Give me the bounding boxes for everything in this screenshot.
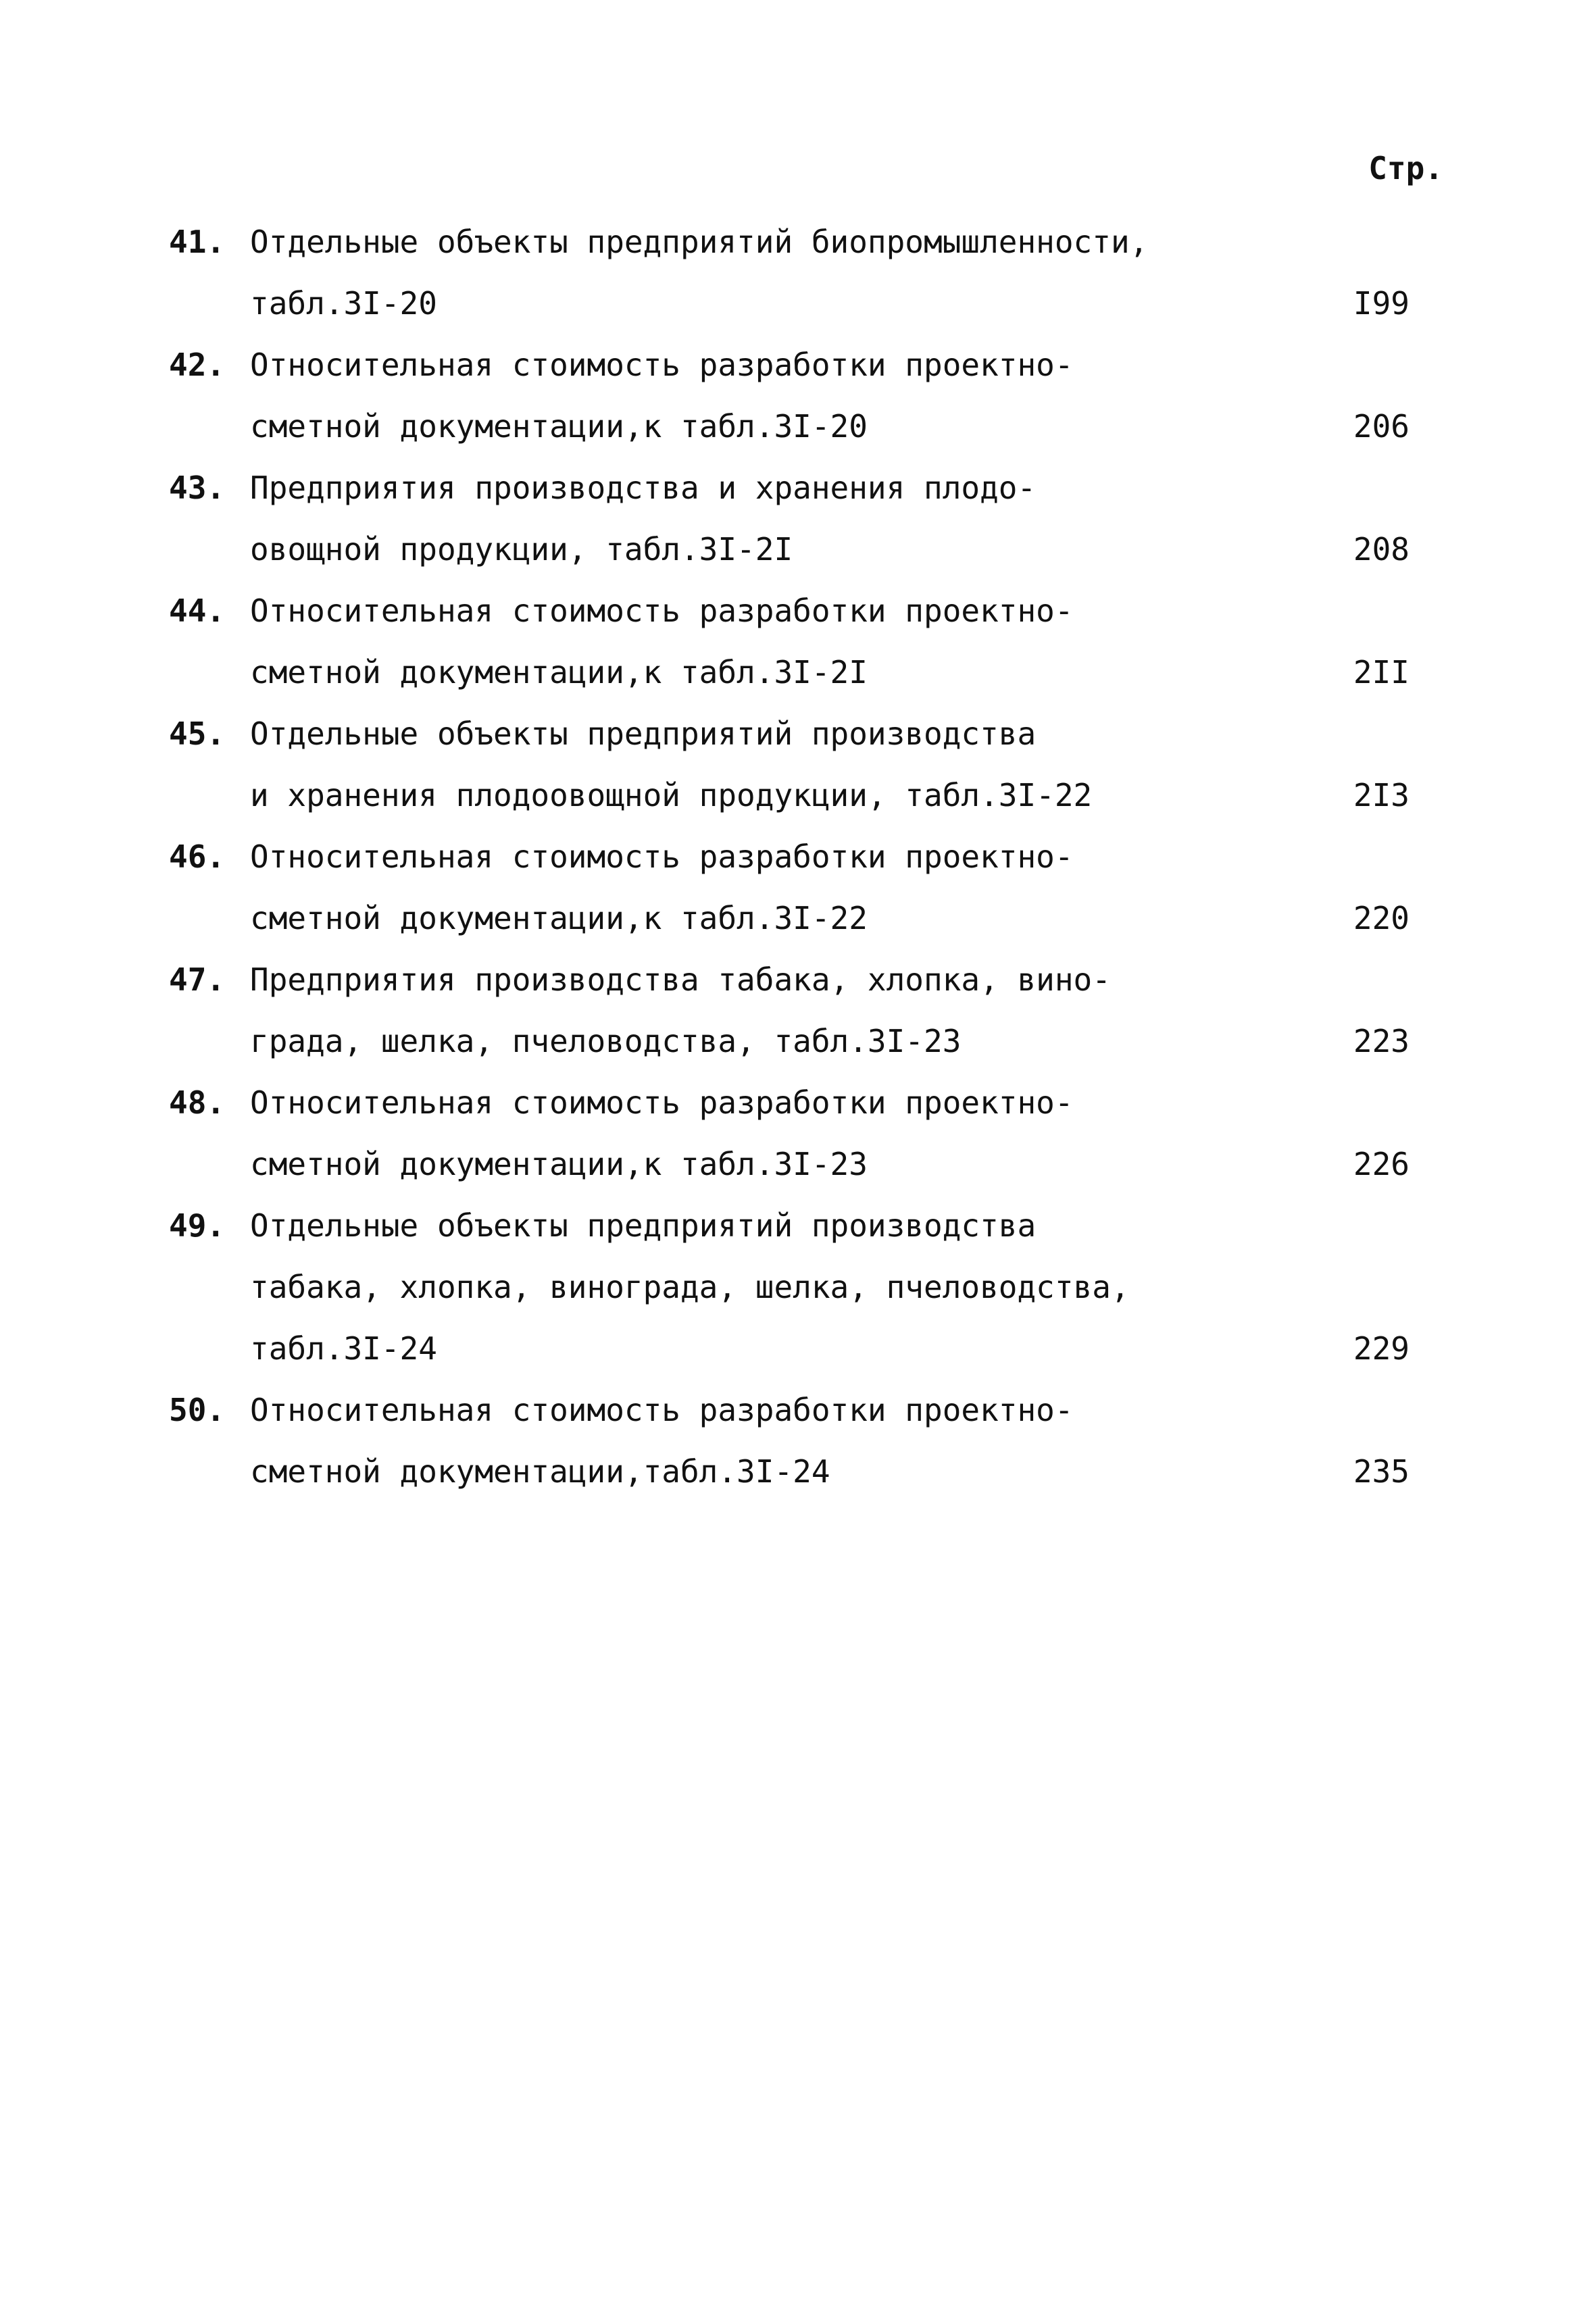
entry-page-number: 223 bbox=[1353, 1023, 1410, 1059]
entry-title-line: сметной документации,к табл.3I-22 bbox=[250, 900, 868, 936]
entry-title-line: сметной документации,к табл.3I-20 bbox=[250, 408, 868, 445]
page-column-label: Стр. bbox=[1368, 150, 1443, 186]
entry-title bbox=[250, 703, 1453, 826]
entry-title-line: Относительная стоимость разработки проектно- bbox=[250, 1084, 1074, 1121]
entry-title bbox=[250, 211, 1453, 334]
entry-title bbox=[250, 1380, 1453, 1503]
entry-page-number: 235 bbox=[1353, 1453, 1410, 1490]
entry-page-number: 2I3 bbox=[1353, 777, 1410, 813]
entry-number: 48. bbox=[169, 1084, 226, 1121]
toc-entry-44 bbox=[169, 580, 1453, 703]
entry-title-line: сметной документации,к табл.3I-2I bbox=[250, 654, 868, 690]
entry-page-number: 208 bbox=[1353, 531, 1410, 568]
entry-page-number: 2II bbox=[1353, 654, 1410, 690]
entry-number: 46. bbox=[169, 838, 226, 875]
entry-title-line: овощной продукции, табл.3I-2I bbox=[250, 531, 793, 568]
entry-title-line: Отдельные объекты предприятий производства bbox=[250, 715, 1037, 752]
entry-title bbox=[250, 949, 1453, 1072]
entry-title-line: табл.3I-24 bbox=[250, 1330, 437, 1367]
entry-number: 50. bbox=[169, 1392, 226, 1428]
table-of-contents bbox=[169, 211, 1453, 1503]
toc-entry-42 bbox=[169, 334, 1453, 457]
toc-entry-48 bbox=[169, 1072, 1453, 1195]
entry-number: 49. bbox=[169, 1207, 226, 1244]
entry-title-line: Предприятия производства и хранения плодо- bbox=[250, 470, 1037, 506]
entry-title-line: Относительная стоимость разработки проектно- bbox=[250, 1392, 1074, 1428]
entry-page-number: 206 bbox=[1353, 408, 1410, 445]
toc-entry-49 bbox=[169, 1195, 1453, 1380]
entry-page-number: 226 bbox=[1353, 1146, 1410, 1182]
toc-entry-41 bbox=[169, 211, 1453, 334]
entry-title bbox=[250, 334, 1453, 457]
entry-title bbox=[250, 1072, 1453, 1195]
entry-title-line: Предприятия производства табака, хлопка, вино- bbox=[250, 961, 1111, 998]
entry-number: 43. bbox=[169, 470, 226, 506]
toc-entry-47 bbox=[169, 949, 1453, 1072]
entry-title bbox=[250, 457, 1453, 580]
entry-title-line: Относительная стоимость разработки проектно- bbox=[250, 593, 1074, 629]
entry-title-line: Отдельные объекты предприятий производства bbox=[250, 1207, 1037, 1244]
entry-title-line: табл.3I-20 bbox=[250, 285, 437, 322]
entry-title-line: и хранения плодоовощной продукции, табл.3I-22 bbox=[250, 777, 1093, 813]
entry-number: 44. bbox=[169, 593, 226, 629]
entry-number: 41. bbox=[169, 224, 226, 260]
entry-title-line: Отдельные объекты предприятий биопромышленности, bbox=[250, 224, 1149, 260]
toc-entry-43 bbox=[169, 457, 1453, 580]
entry-title bbox=[250, 580, 1453, 703]
entry-page-number: I99 bbox=[1353, 285, 1410, 322]
entry-title-line: табака, хлопка, винограда, шелка, пчеловодства, bbox=[250, 1269, 1130, 1305]
entry-number: 45. bbox=[169, 715, 226, 752]
entry-number: 42. bbox=[169, 347, 226, 383]
entry-title bbox=[250, 1195, 1453, 1380]
toc-entry-46 bbox=[169, 826, 1453, 949]
entry-page-number: 220 bbox=[1353, 900, 1410, 936]
entry-page-number: 229 bbox=[1353, 1330, 1410, 1367]
entry-title-line: Относительная стоимость разработки проектно- bbox=[250, 347, 1074, 383]
toc-entry-45 bbox=[169, 703, 1453, 826]
entry-number: 47. bbox=[169, 961, 226, 998]
entry-title-line: града, шелка, пчеловодства, табл.3I-23 bbox=[250, 1023, 962, 1059]
toc-entry-50 bbox=[169, 1380, 1453, 1503]
entry-title-line: сметной документации,к табл.3I-23 bbox=[250, 1146, 868, 1182]
entry-title-line: сметной документации,табл.3I-24 bbox=[250, 1453, 830, 1490]
entry-title-line: Относительная стоимость разработки проектно- bbox=[250, 838, 1074, 875]
entry-title bbox=[250, 826, 1453, 949]
